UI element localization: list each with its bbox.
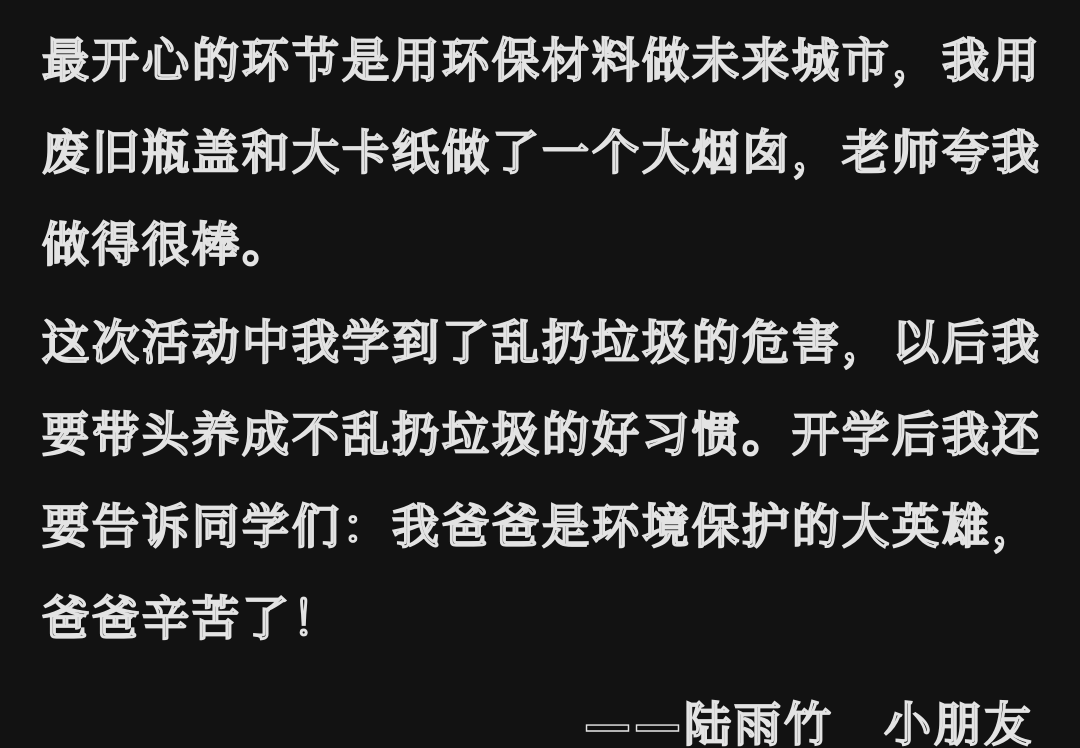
text-line: 要带头养成不乱扔垃圾的好习惯。开学后我还: [42, 408, 1042, 463]
text-line: 这次活动中我学到了乱扔垃圾的危害，以后我: [42, 316, 1042, 371]
text-line: 爸爸辛苦了！: [42, 592, 342, 647]
text-line: 废旧瓶盖和大卡纸做了一个大烟囱，老师夸我: [42, 126, 1042, 181]
text-line: 做得很棒。: [42, 218, 292, 273]
text-line: 要告诉同学们：我爸爸是环境保护的大英雄，: [42, 500, 1042, 555]
paragraph-activity: [42, 16, 1042, 292]
paragraph-lesson: [42, 298, 1042, 666]
signature-line: ——陆雨竹 小朋友: [584, 698, 1034, 748]
text-line: 最开心的环节是用环保材料做未来城市，我用: [42, 34, 1042, 89]
